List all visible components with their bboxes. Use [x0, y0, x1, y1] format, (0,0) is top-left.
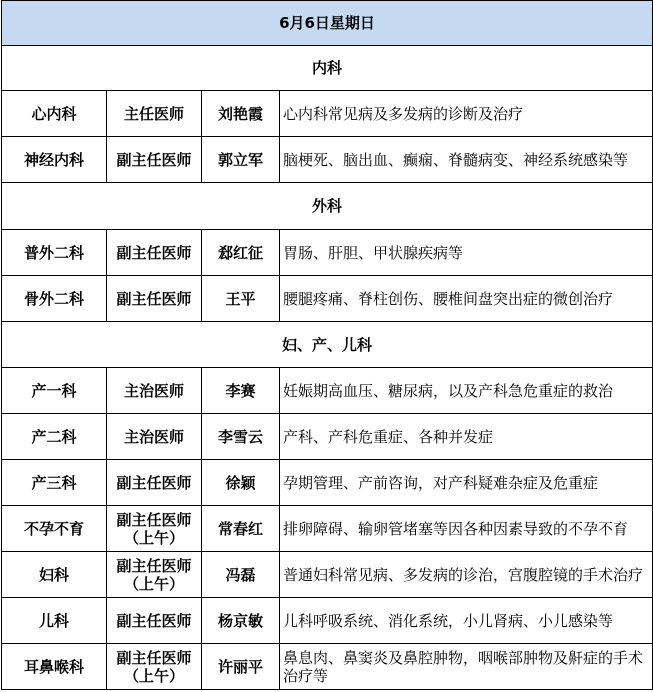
rank-cell: 副主任医师: [107, 276, 202, 322]
specialty-cell: 排卵障碍、输卵管堵塞等因各种因素导致的不孕不育: [280, 506, 653, 552]
doctor-cell: 王平: [202, 276, 280, 322]
specialty-cell: 心内科常见病及多发病的诊断及治疗: [280, 91, 653, 137]
section-header-ob-gyn-pediatrics: 妇、产、儿科: [2, 322, 653, 368]
department-cell: 妇科: [2, 552, 107, 598]
specialty-cell: 妊娠期高血压、糖尿病，以及产科急危重症的救治: [280, 368, 653, 414]
doctor-cell: 常春红: [202, 506, 280, 552]
doctor-cell: 李赛: [202, 368, 280, 414]
table-row: [2, 552, 653, 598]
rank-cell: 副主任医师: [107, 460, 202, 506]
doctor-cell: 徐颖: [202, 460, 280, 506]
rank-cell: 副主任医师: [107, 230, 202, 276]
doctor-cell: 李雪云: [202, 414, 280, 460]
department-cell: 神经内科: [2, 137, 107, 183]
schedule-title: 6月6日星期日: [2, 1, 653, 46]
doctor-cell: 郭立军: [202, 137, 280, 183]
table-row: [2, 137, 653, 183]
table-row: [2, 414, 653, 460]
doctor-cell: 冯磊: [202, 552, 280, 598]
table-row: [2, 460, 653, 506]
department-cell: 产一科: [2, 368, 107, 414]
table-row: [2, 644, 653, 690]
rank-cell: 主任医师: [107, 91, 202, 137]
rank-cell: 副主任医师（上午）: [107, 644, 202, 690]
department-cell: 耳鼻喉科: [2, 644, 107, 690]
doctor-cell: 许丽平: [202, 644, 280, 690]
department-cell: 不孕不育: [2, 506, 107, 552]
department-cell: 产二科: [2, 414, 107, 460]
table-row: [2, 368, 653, 414]
department-cell: 普外二科: [2, 230, 107, 276]
specialty-cell: 产科、产科危重症、各种并发症: [280, 414, 653, 460]
rank-cell: 副主任医师（上午）: [107, 552, 202, 598]
section-header-surgery: 外科: [2, 183, 653, 230]
table-row: [2, 598, 653, 644]
table-row: [2, 230, 653, 276]
rank-cell: 副主任医师: [107, 137, 202, 183]
specialty-cell: 普通妇科常见病、多发病的诊治，宫腹腔镜的手术治疗: [280, 552, 653, 598]
schedule-table: [1, 0, 653, 690]
section-header-internal-medicine: 内科: [2, 46, 653, 91]
department-cell: 产三科: [2, 460, 107, 506]
specialty-cell: 胃肠、肝胆、甲状腺疾病等: [280, 230, 653, 276]
doctor-cell: 杨京敏: [202, 598, 280, 644]
department-cell: 儿科: [2, 598, 107, 644]
specialty-cell: 腰腿疼痛、脊柱创伤、腰椎间盘突出症的微创治疗: [280, 276, 653, 322]
rank-cell: 主治医师: [107, 414, 202, 460]
doctor-cell: 郄红征: [202, 230, 280, 276]
specialty-cell: 脑梗死、脑出血、癫痫、脊髓病变、神经系统感染等: [280, 137, 653, 183]
rank-cell: 主治医师: [107, 368, 202, 414]
specialty-cell: 儿科呼吸系统、消化系统，小儿肾病、小儿感染等: [280, 598, 653, 644]
department-cell: 心内科: [2, 91, 107, 137]
table-row: [2, 91, 653, 137]
table-row: [2, 506, 653, 552]
department-cell: 骨外二科: [2, 276, 107, 322]
rank-cell: 副主任医师: [107, 598, 202, 644]
specialty-cell: 孕期管理、产前咨询，对产科疑难杂症及危重症: [280, 460, 653, 506]
specialty-cell: 鼻息肉、鼻窦炎及鼻腔肿物，咽喉部肿物及鼾症的手术治疗等: [280, 644, 653, 690]
doctor-cell: 刘艳霞: [202, 91, 280, 137]
rank-cell: 副主任医师（上午）: [107, 506, 202, 552]
table-row: [2, 276, 653, 322]
